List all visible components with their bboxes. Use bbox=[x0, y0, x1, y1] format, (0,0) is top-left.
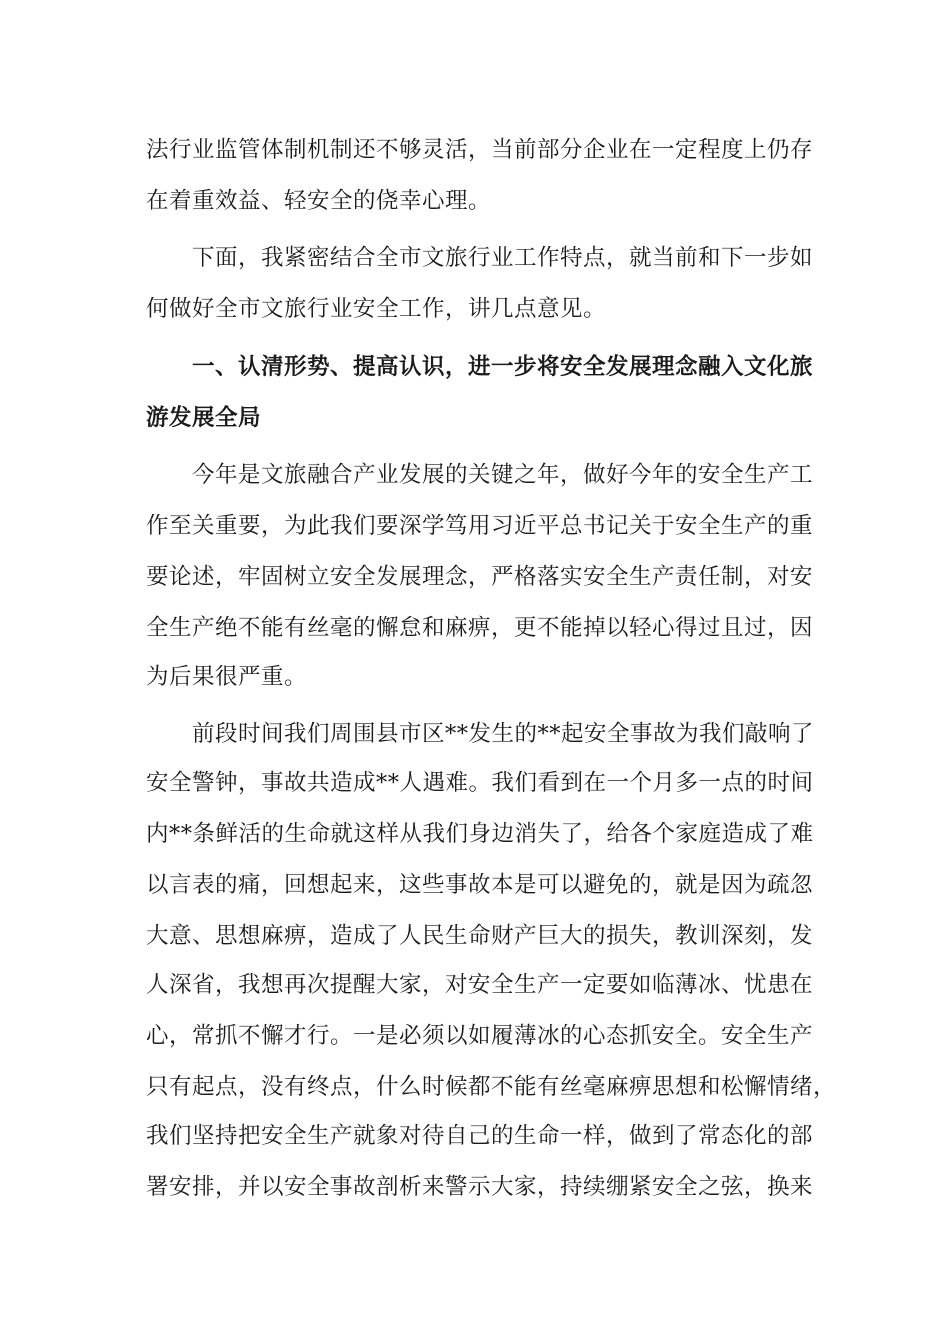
text-line: 何做好全市文旅行业安全工作，讲几点意见。 bbox=[146, 296, 607, 322]
text-line: 以言表的痛，回想起来，这些事故本是可以避免的，就是因为疏忽 bbox=[146, 872, 814, 898]
text-line: 作至关重要，为此我们要深学笃用习近平总书记关于安全生产的重 bbox=[146, 513, 814, 539]
text-line: 全生产绝不能有丝毫的懈怠和麻痹，更不能掉以轻心得过且过，因 bbox=[146, 615, 814, 641]
text-line: 大意、思想麻痹，造成了人民生命财产巨大的损失，教训深刻，发 bbox=[146, 923, 814, 949]
text-line: 在着重效益、轻安全的侥幸心理。 bbox=[146, 188, 492, 214]
text-line: 安全警钟，事故共造成**人遇难。我们看到在一个月多一点的时间 bbox=[146, 770, 814, 796]
text-line: 要论述，牢固树立安全发展理念，严格落实安全生产责任制，对安 bbox=[146, 564, 814, 590]
text-line: 我们坚持把安全生产就象对待自己的生命一样，做到了常态化的部 bbox=[146, 1123, 814, 1149]
text-line: 今年是文旅融合产业发展的关键之年，做好今年的安全生产工 bbox=[192, 462, 814, 488]
text-line: 前段时间我们周围县市区**发生的**起安全事故为我们敲响了 bbox=[192, 721, 815, 747]
section-heading-line: 一、认清形势、提高认识，进一步将安全发展理念融入文化旅 bbox=[192, 354, 814, 380]
text-line: 人深省，我想再次提醒大家，对安全生产一定要如临薄冰、忧患在 bbox=[146, 972, 814, 998]
text-line: 只有起点，没有终点，什么时候都不能有丝毫麻痹思想和松懈情绪， bbox=[146, 1074, 837, 1100]
text-line: 下面，我紧密结合全市文旅行业工作特点，就当前和下一步如 bbox=[192, 245, 814, 271]
section-heading-line: 游发展全局 bbox=[146, 405, 262, 431]
text-line: 心，常抓不懈才行。一是必须以如履薄冰的心态抓安全。安全生产 bbox=[146, 1023, 814, 1049]
text-line: 法行业监管体制机制还不够灵活，当前部分企业在一定程度上仍存 bbox=[146, 137, 814, 163]
text-line: 署安排，并以安全事故剖析来警示大家，持续绷紧安全之弦，换来 bbox=[146, 1174, 814, 1200]
text-line: 为后果很严重。 bbox=[146, 664, 308, 690]
text-line: 内**条鲜活的生命就这样从我们身边消失了，给各个家庭造成了难 bbox=[146, 821, 814, 847]
